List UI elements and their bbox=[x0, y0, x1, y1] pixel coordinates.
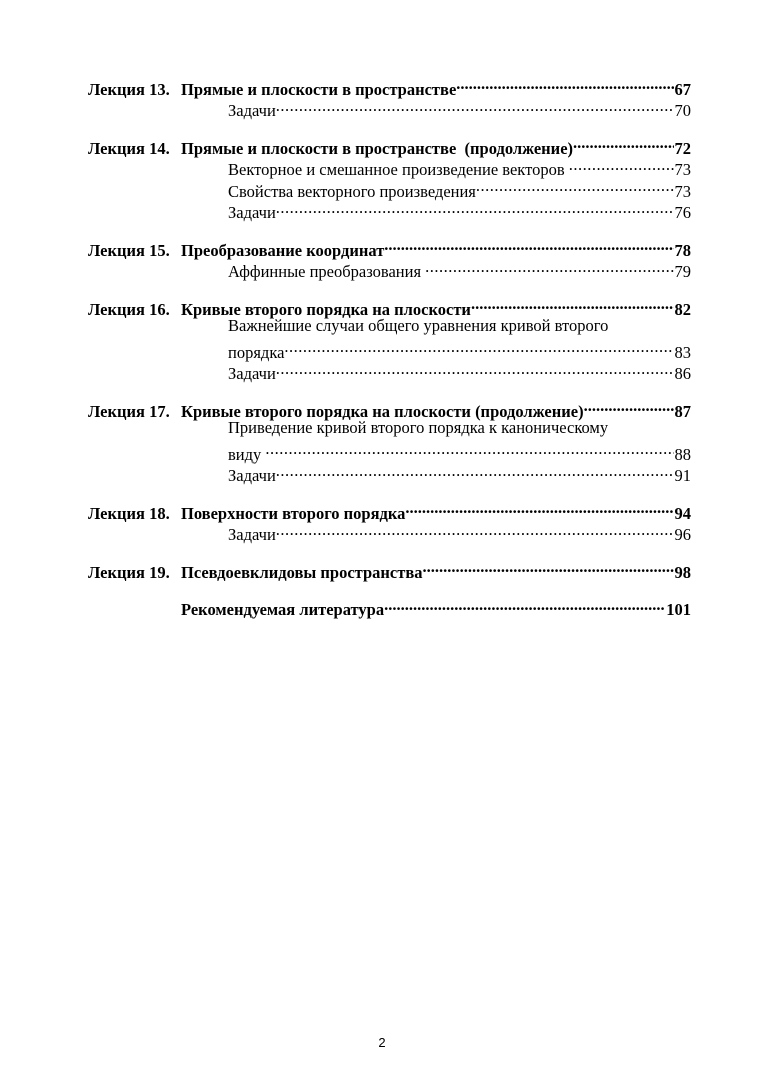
dot-leader bbox=[422, 556, 673, 578]
dot-leader bbox=[405, 497, 673, 519]
toc-block-lecture-13 bbox=[88, 73, 691, 120]
section-title: Задачи bbox=[228, 525, 276, 544]
toc-entry-sub[interactable] bbox=[88, 460, 691, 485]
page-number: 78 bbox=[674, 240, 691, 260]
dot-leader bbox=[265, 438, 673, 460]
toc-block-lecture-16 bbox=[88, 293, 691, 383]
lecture-number: Лекция 15. bbox=[88, 240, 170, 260]
toc-block-literature bbox=[88, 594, 691, 619]
toc-entry-sub[interactable] bbox=[88, 358, 691, 383]
lecture-number: Лекция 19. bbox=[88, 562, 170, 582]
page-number: 87 bbox=[674, 401, 691, 421]
toc-entry-lecture-19[interactable] bbox=[88, 556, 691, 582]
section-title: Задачи bbox=[228, 101, 276, 120]
dot-leader bbox=[471, 293, 674, 315]
page-number: 86 bbox=[674, 364, 691, 383]
dot-leader bbox=[584, 395, 674, 417]
page-number: 73 bbox=[674, 181, 691, 201]
section-title-line1: Важнейшие случаи общего уравнения кривой второго bbox=[228, 315, 609, 335]
table-of-contents bbox=[88, 73, 691, 631]
toc-entry-lecture-13[interactable] bbox=[88, 73, 691, 99]
page-footer-number: 2 bbox=[378, 1035, 386, 1050]
page-number: 82 bbox=[674, 299, 691, 319]
dot-leader bbox=[569, 154, 674, 176]
toc-entry-lecture-18[interactable] bbox=[88, 497, 691, 523]
section-title: Задачи bbox=[228, 203, 276, 222]
dot-leader bbox=[276, 460, 674, 482]
page-number: 94 bbox=[674, 503, 691, 523]
section-title-line1: Приведение кривой второго порядка к каноническому bbox=[228, 417, 609, 437]
lecture-title: Прямые и плоскости в пространстве (продолжение) bbox=[181, 138, 574, 158]
toc-entry-lecture-15[interactable] bbox=[88, 234, 691, 260]
toc-entry-lecture-17[interactable] bbox=[88, 395, 691, 421]
dot-leader bbox=[425, 256, 673, 278]
toc-block-lecture-19 bbox=[88, 556, 691, 582]
section-title: Векторное и смешанное произведение векторов bbox=[228, 160, 569, 179]
dot-leader bbox=[276, 95, 674, 117]
toc-entry-sub[interactable] bbox=[88, 336, 691, 362]
toc-entry-sub[interactable] bbox=[88, 197, 691, 222]
page-number: 79 bbox=[674, 262, 691, 281]
page-number: 98 bbox=[674, 562, 691, 582]
lecture-title: Кривые второго порядка на плоскости bbox=[181, 299, 471, 319]
page-number: 70 bbox=[674, 101, 691, 120]
toc-entry-lecture-14[interactable] bbox=[88, 132, 691, 158]
lecture-number: Лекция 13. bbox=[88, 79, 170, 99]
dot-leader bbox=[276, 358, 674, 380]
toc-entry-sub[interactable] bbox=[88, 438, 691, 464]
section-title: Свойства векторного произведения bbox=[228, 181, 476, 201]
lecture-title: Кривые второго порядка на плоскости (продолжение) bbox=[181, 401, 584, 421]
section-title: Задачи bbox=[228, 466, 276, 485]
page-number: 76 bbox=[674, 203, 691, 222]
lecture-title: Преобразование координат bbox=[181, 240, 385, 260]
page-number: 72 bbox=[674, 138, 691, 158]
dot-leader bbox=[456, 73, 673, 95]
dot-leader bbox=[384, 234, 673, 256]
dot-leader bbox=[476, 175, 674, 197]
page-number: 91 bbox=[674, 466, 691, 485]
section-title: виду bbox=[228, 444, 266, 464]
dot-leader bbox=[284, 336, 673, 358]
section-title: порядка bbox=[228, 342, 285, 362]
toc-block-lecture-17 bbox=[88, 395, 691, 485]
lecture-title: Поверхности второго порядка bbox=[181, 503, 406, 523]
lecture-number: Лекция 17. bbox=[88, 401, 170, 421]
page-number: 67 bbox=[674, 79, 691, 99]
page-number: 73 bbox=[674, 160, 691, 179]
dot-leader bbox=[276, 197, 674, 219]
page-number: 101 bbox=[666, 600, 691, 619]
toc-block-lecture-18 bbox=[88, 497, 691, 544]
dot-leader bbox=[573, 132, 673, 154]
dot-leader bbox=[276, 519, 674, 541]
toc-block-lecture-15 bbox=[88, 234, 691, 281]
lecture-number: Лекция 14. bbox=[88, 138, 170, 158]
lecture-title: Псевдоевклидовы пространства bbox=[181, 562, 423, 582]
dot-leader bbox=[384, 594, 665, 616]
section-title: Задачи bbox=[228, 364, 276, 383]
toc-entry-lecture-16[interactable] bbox=[88, 293, 691, 319]
lecture-title: Прямые и плоскости в пространстве bbox=[181, 79, 457, 99]
page-number: 96 bbox=[674, 525, 691, 544]
section-title: Аффинные преобразования bbox=[228, 262, 426, 281]
literature-title: Рекомендуемая литература bbox=[181, 600, 385, 619]
toc-entry-literature[interactable] bbox=[88, 594, 691, 619]
page-number: 88 bbox=[674, 444, 691, 464]
lecture-number: Лекция 18. bbox=[88, 503, 170, 523]
toc-block-lecture-14 bbox=[88, 132, 691, 222]
page-number: 83 bbox=[674, 342, 691, 362]
lecture-number: Лекция 16. bbox=[88, 299, 170, 319]
